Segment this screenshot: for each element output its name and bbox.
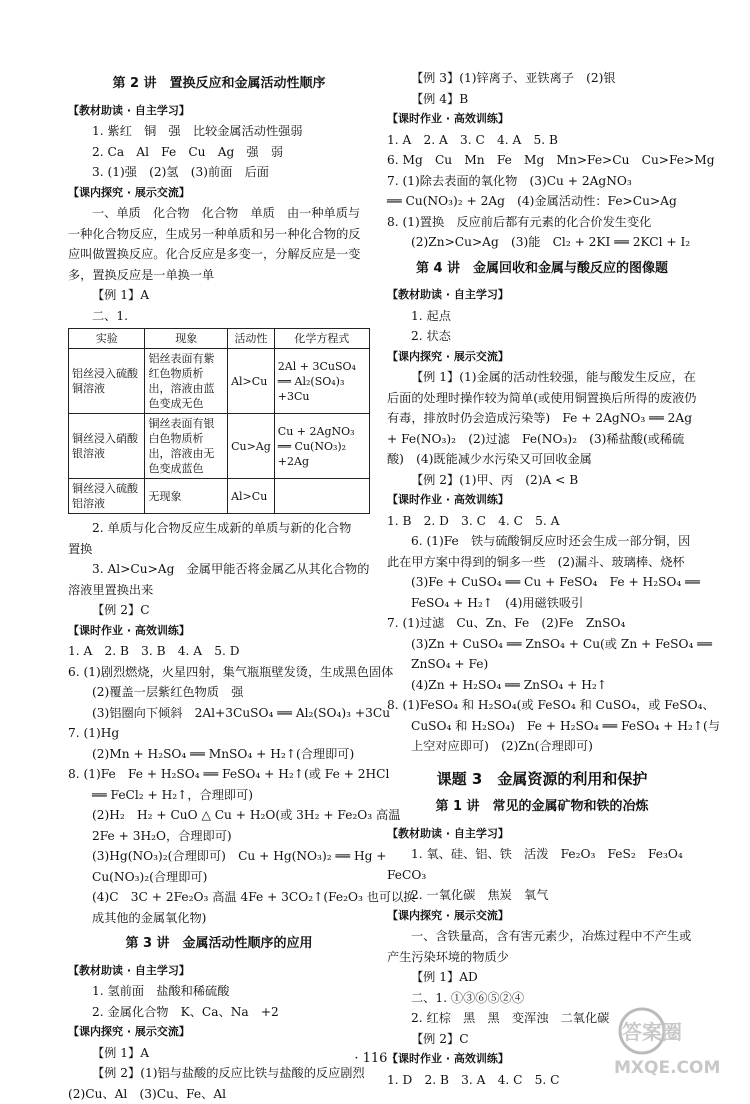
table-cell: 铜丝浸入硝酸银溶液 bbox=[69, 414, 145, 479]
answer-line: 【例 1】A bbox=[68, 1043, 370, 1064]
subsection-label: 【课时作业 · 高效训练】 bbox=[387, 109, 697, 130]
answer-line: 2. Ca Al Fe Cu Ag 强 弱 bbox=[68, 142, 370, 163]
table-cell: 2Al + 3CuSO₄ ══ Al₂(SO₄)₃ +3Cu bbox=[274, 349, 369, 414]
answer-line: (4)C 3C + 2Fe₂O₃ 高温 4Fe + 3CO₂↑(Fe₂O₃ 也可以换 bbox=[68, 887, 370, 908]
answer-line: 2. 一氧化碳 焦炭 氧气 bbox=[387, 885, 697, 906]
subsection-label: 【课时作业 · 高效训练】 bbox=[387, 1049, 697, 1070]
svg-text:答案圈: 答案圈 bbox=[622, 1020, 682, 1044]
answer-line: 上空对应即可) (2)Zn(合理即可) bbox=[387, 736, 697, 757]
answer-line: CuSO₄ 和 H₂SO₄) Fe + H₂SO₄ ══ FeSO₄ + H₂↑(与 bbox=[387, 716, 697, 737]
answer-paragraph: 【例 1】(1)金属的活动性较强，能与酸发生反应，在后面的处理时操作较为简单(或使用铜置换后所得的废液仍有毒，排放时仍会造成污染等) Fe + 2AgNO₃ ══ 2Ag + Fe(NO₃)₂ (2)过滤 Fe(NO₃)₂ (3)稀盐酸(或稀硫酸) (4)既能减少水污染又可回收金属 bbox=[387, 367, 697, 470]
answer-line: ZnSO₄ + Fe) bbox=[387, 654, 697, 675]
table-cell: 铝丝浸入硫酸铜溶液 bbox=[69, 349, 145, 414]
watermark-logo bbox=[608, 1003, 736, 1083]
subsection-label: 【课时作业 · 高效训练】 bbox=[387, 490, 697, 511]
table-cell: 铝丝表面有紫红色物质析出，溶液由蓝色变成无色 bbox=[145, 349, 228, 414]
answer-line: (4)Zn + H₂SO₄ ══ ZnSO₄ + H₂↑ bbox=[387, 675, 697, 696]
table-cell: Al>Cu bbox=[228, 479, 275, 514]
answer-line: 2. 状态 bbox=[387, 326, 697, 347]
answer-line: 1. 氢前面 盐酸和稀硫酸 bbox=[68, 981, 370, 1002]
experiment-table bbox=[68, 328, 370, 514]
answer-line: 【例 2】C bbox=[68, 600, 370, 621]
table-cell: Al>Cu bbox=[228, 349, 275, 414]
right-column bbox=[387, 68, 697, 1090]
answer-line: 【例 1】A bbox=[68, 285, 370, 306]
left-column bbox=[68, 68, 370, 1104]
answer-line: 1. D 2. B 3. A 4. C 5. C bbox=[387, 1070, 697, 1091]
answer-line: 【例 3】(1)锌离子、亚铁离子 (2)银 bbox=[387, 68, 697, 89]
answer-line: (2)H₂ H₂ + CuO △ Cu + H₂O(或 3H₂ + Fe₂O₃ 高温 bbox=[68, 805, 370, 826]
answer-paragraph: 2. 单质与化合物反应生成新的单质与新的化合物 置换 bbox=[68, 518, 370, 559]
subsection-label: 【课内探究 · 展示交流】 bbox=[387, 906, 697, 927]
table-header-cell: 活动性 bbox=[228, 329, 275, 349]
answer-line: ══ Cu(NO₃)₂ + 2Ag (4)金属活动性：Fe>Cu>Ag bbox=[387, 191, 697, 212]
subsection-label: 【教材助读 · 自主学习】 bbox=[387, 824, 697, 845]
chapter-heading: 课题 3 金属资源的利用和保护 bbox=[387, 769, 697, 790]
answer-line: 8. (1)置换 反应前后都有元素的化合价发生变化 bbox=[387, 212, 697, 233]
table-row bbox=[69, 329, 370, 349]
subsection-label: 【教材助读 · 自主学习】 bbox=[387, 285, 697, 306]
answer-line: 7. (1)过滤 Cu、Zn、Fe (2)Fe ZnSO₄ bbox=[387, 613, 697, 634]
section-heading: 第 2 讲 置换反应和金属活动性顺序 bbox=[68, 74, 370, 95]
table-header-cell: 实验 bbox=[69, 329, 145, 349]
answer-line: 【例 1】AD bbox=[387, 967, 697, 988]
answer-line: 8. (1)FeSO₄ 和 H₂SO₄(或 FeSO₄ 和 CuSO₄，或 FeSO₄、 bbox=[387, 695, 697, 716]
answer-line: 2Fe + 3H₂O，合理即可) bbox=[68, 826, 370, 847]
answer-line: 1. 起点 bbox=[387, 306, 697, 327]
answer-line: 【例 2】(1)甲、丙 (2)A < B bbox=[387, 470, 697, 491]
answer-line: (3)Hg(NO₃)₂(合理即可) Cu + Hg(NO₃)₂ ══ Hg + bbox=[68, 846, 370, 867]
subsection-label: 【教材助读 · 自主学习】 bbox=[68, 101, 370, 122]
table-cell: Cu>Ag bbox=[228, 414, 275, 479]
answer-paragraph: 一、单质 化合物 化合物 单质 由一种单质与一种化合物反应，生成另一种单质和另一种化合物的反应叫做置换反应。化合反应是多变一，分解反应是一变多，置换反应是一单换一单 bbox=[68, 203, 370, 285]
answer-line: 1. 氧、硅、铝、铁 活泼 Fe₂O₃ FeS₂ Fe₃O₄ bbox=[387, 844, 697, 865]
table-cell: Cu + 2AgNO₃ ══ Cu(NO₃)₂ +2Ag bbox=[274, 414, 369, 479]
answer-line: 3. (1)强 (2)氢 (3)前面 后面 bbox=[68, 162, 370, 183]
answer-line: 2. 金属化合物 K、Ca、Na +2 bbox=[68, 1002, 370, 1023]
answer-line: (2)Cu、Al (3)Cu、Fe、Al bbox=[68, 1084, 370, 1104]
answer-line: 1. A 2. A 3. C 4. A 5. B bbox=[387, 130, 697, 151]
answer-paragraph: 6. (1)Fe 铁与硫酸铜反应时还会生成一部分铜，因此在甲方案中得到的铜多一些 (2)漏斗、玻璃棒、烧杯 bbox=[387, 531, 697, 572]
answer-line: 1. B 2. D 3. C 4. C 5. A bbox=[387, 511, 697, 532]
page-number: · 116 · bbox=[0, 1051, 750, 1066]
answer-line: 成其他的金属氧化物) bbox=[68, 908, 370, 929]
answer-line: (3)Fe + CuSO₄ ══ Cu + FeSO₄ Fe + H₂SO₄ ══ bbox=[387, 572, 697, 593]
section-heading: 第 1 讲 常见的金属矿物和铁的冶炼 bbox=[387, 797, 697, 818]
subsection-label: 【课内探究 · 展示交流】 bbox=[387, 347, 697, 368]
answer-line: 二、1. ①③⑥⑤②④ bbox=[387, 988, 697, 1009]
answer-line: (2)Zn>Cu>Ag (3)能 Cl₂ + 2KI ══ 2KCl + I₂ bbox=[387, 232, 697, 253]
section-heading: 第 4 讲 金属回收和金属与酸反应的图像题 bbox=[387, 259, 697, 280]
table-row bbox=[69, 479, 370, 514]
answer-line: 二、1. bbox=[68, 306, 370, 327]
answer-line: 1. A 2. B 3. B 4. A 5. D bbox=[68, 641, 370, 662]
answer-paragraph: 3. Al>Cu>Ag 金属甲能否将金属乙从其化合物的溶液里置换出来 bbox=[68, 559, 370, 600]
answer-line: 【例 2】(1)铝与盐酸的反应比铁与盐酸的反应剧烈 bbox=[68, 1063, 370, 1084]
table-header-cell: 化学方程式 bbox=[274, 329, 369, 349]
svg-text:MXQE.COM: MXQE.COM bbox=[614, 1058, 720, 1078]
section-heading: 第 3 讲 金属活动性顺序的应用 bbox=[68, 934, 370, 955]
subsection-label: 【课内探究 · 展示交流】 bbox=[68, 183, 370, 204]
table-row bbox=[69, 349, 370, 414]
answer-paragraph: 一、含铁量高，含有害元素少，冶炼过程中不产生或产生污染环境的物质少 bbox=[387, 926, 697, 967]
answer-line: (3)Zn + CuSO₄ ══ ZnSO₄ + Cu(或 Zn + FeSO₄ ══ bbox=[387, 634, 697, 655]
answer-line: 【例 4】B bbox=[387, 89, 697, 110]
answer-line: 8. (1)Fe Fe + H₂SO₄ ══ FeSO₄ + H₂↑(或 Fe + 2HCl bbox=[68, 764, 370, 785]
subsection-label: 【教材助读 · 自主学习】 bbox=[68, 961, 370, 982]
table-cell: 无现象 bbox=[145, 479, 228, 514]
table-header-cell: 现象 bbox=[145, 329, 228, 349]
subsection-label: 【课内探究 · 展示交流】 bbox=[68, 1022, 370, 1043]
answer-line: 1. 紫红 铜 强 比较金属活动性强弱 bbox=[68, 121, 370, 142]
table-row bbox=[69, 414, 370, 479]
answer-line: 6. Mg Cu Mn Fe Mg Mn>Fe>Cu Cu>Fe>Mg bbox=[387, 150, 697, 171]
answer-line: 【例 2】C bbox=[387, 1029, 697, 1050]
answer-line: 6. (1)剧烈燃烧，火星四射，集气瓶瓶壁发烫，生成黑色固体 bbox=[68, 662, 370, 683]
answer-line: Cu(NO₃)₂(合理即可) bbox=[68, 867, 370, 888]
answer-line: 2. 红棕 黑 黑 变浑浊 二氧化碳 bbox=[387, 1008, 697, 1029]
answer-line: FeCO₃ bbox=[387, 865, 697, 886]
table-cell: 铜丝表面有银白色物质析出，溶液由无色变成蓝色 bbox=[145, 414, 228, 479]
answer-line: (2)Mn + H₂SO₄ ══ MnSO₄ + H₂↑(合理即可) bbox=[68, 744, 370, 765]
subsection-label: 【课时作业 · 高效训练】 bbox=[68, 621, 370, 642]
answer-line: (2)覆盖一层紫红色物质 强 bbox=[68, 682, 370, 703]
answer-line: 7. (1)Hg bbox=[68, 723, 370, 744]
table-cell: 铜丝浸入硫酸铝溶液 bbox=[69, 479, 145, 514]
table-cell bbox=[274, 479, 369, 514]
answer-line: FeSO₄ + H₂↑ (4)用磁铁吸引 bbox=[387, 593, 697, 614]
answer-line: 7. (1)除去表面的氧化物 (3)Cu + 2AgNO₃ bbox=[387, 171, 697, 192]
answer-line: ══ FeCl₂ + H₂↑，合理即可) bbox=[68, 785, 370, 806]
answer-line: (3)铝圈向下倾斜 2Al+3CuSO₄ ══ Al₂(SO₄)₃ +3Cu bbox=[68, 703, 370, 724]
